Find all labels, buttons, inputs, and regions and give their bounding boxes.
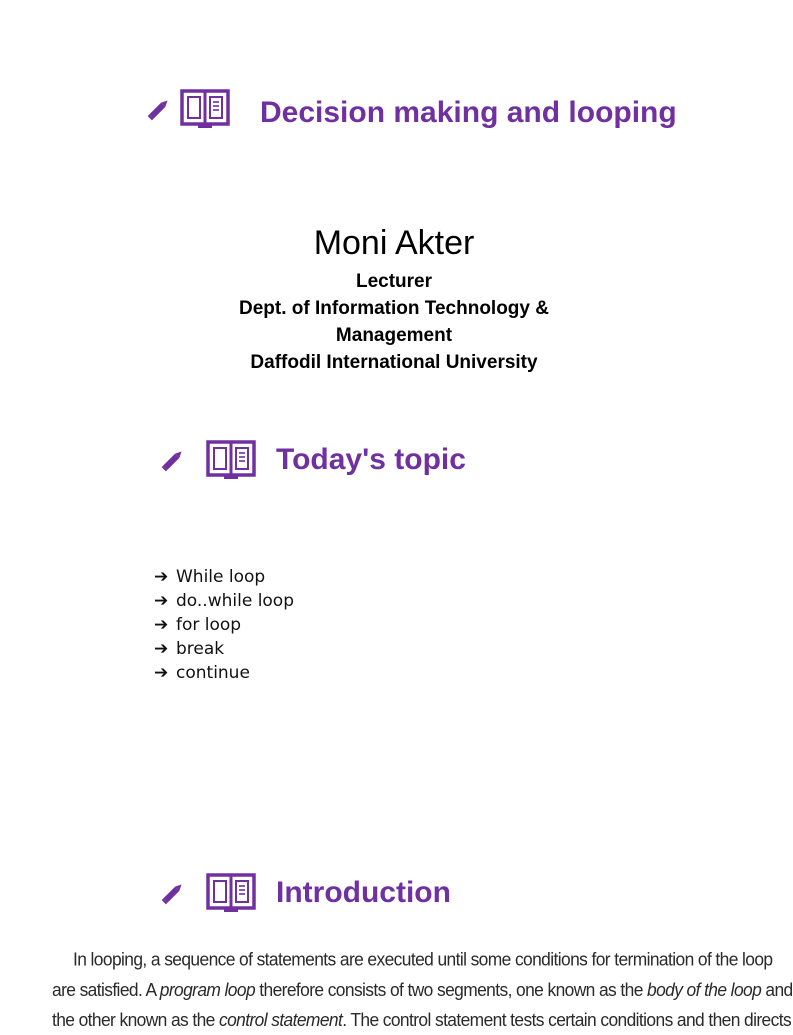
topic-list <box>154 565 294 685</box>
slide-title <box>146 88 677 130</box>
author-university: Daffodil International University <box>250 352 538 373</box>
text-run: and <box>761 978 793 1001</box>
text-run: therefore consists of two segments, one known as the <box>255 978 647 1001</box>
slide-title-text: Decision making and looping <box>260 96 677 129</box>
list-item-label: break <box>176 639 225 659</box>
book-icon <box>206 440 256 480</box>
list-item <box>154 613 294 637</box>
arrow-icon: ➔ <box>154 591 169 611</box>
author-dept-line1: Dept. of Information Technology & <box>239 298 549 319</box>
list-item-label: While loop <box>176 567 266 587</box>
text-run: In looping, a sequence of statements are executed until some conditions for termination of the loop <box>73 948 773 970</box>
section-heading-introduction <box>160 873 451 913</box>
book-icon <box>180 89 230 129</box>
arrow-icon: ➔ <box>154 615 169 635</box>
list-item <box>154 661 294 685</box>
section-heading-topics <box>160 440 466 480</box>
list-item <box>154 589 294 613</box>
list-item-label: for loop <box>176 615 242 635</box>
text-run: . The control statement tests certain conditions and then directs <box>342 1008 792 1031</box>
emphasis: control statement <box>219 1008 343 1031</box>
paragraph-line <box>52 944 773 974</box>
arrow-icon: ➔ <box>154 639 169 659</box>
pencil-icon <box>146 96 172 122</box>
text-run: are satisfied. A <box>52 978 160 1001</box>
list-item-label: continue <box>176 663 250 683</box>
arrow-icon: ➔ <box>154 663 169 683</box>
emphasis: program loop <box>159 978 256 1001</box>
section-heading-text: Today's topic <box>276 443 466 476</box>
intro-paragraph <box>52 944 793 1035</box>
list-item-label: do..while loop <box>176 591 295 611</box>
author-dept-line2: Management <box>335 325 453 346</box>
author-name: Moni Akter <box>313 224 475 262</box>
list-item <box>154 637 294 661</box>
pencil-icon <box>160 447 186 473</box>
book-icon <box>206 873 256 913</box>
pencil-icon <box>160 880 186 906</box>
list-item <box>154 565 294 589</box>
emphasis: body of the loop <box>647 978 762 1001</box>
text-run: the other known as the <box>52 1008 219 1031</box>
author-block <box>214 222 574 376</box>
paragraph-line <box>52 974 793 1004</box>
section-heading-text: Introduction <box>276 876 451 909</box>
author-title: Lecturer <box>355 271 433 292</box>
arrow-icon: ➔ <box>154 567 169 587</box>
paragraph-line <box>52 1004 792 1034</box>
